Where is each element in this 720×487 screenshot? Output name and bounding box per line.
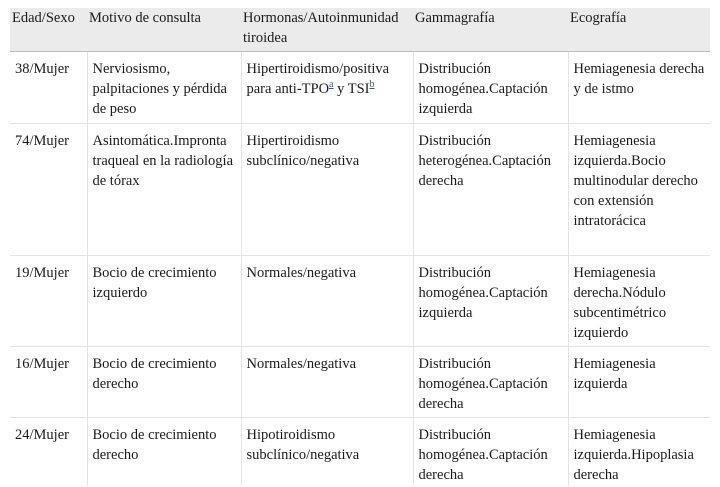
- cell-hormones: Normales/negativa: [241, 347, 413, 418]
- cell-scintigraphy: Distribución homogénea.Captación derecha: [413, 347, 568, 418]
- clinical-cases-table-container: [10, 8, 710, 485]
- cell-ultrasound: Hemiagenesia derecha y de istmo: [568, 52, 710, 124]
- cell-age-sex: 19/Mujer: [10, 256, 87, 347]
- header-ultrasound: Ecografía: [568, 8, 710, 52]
- hormones-text-continued: y TSI: [333, 81, 370, 97]
- cell-ultrasound: Hemiagenesia izquierda: [568, 347, 710, 418]
- table-row: [10, 52, 710, 124]
- clinical-cases-table: [10, 8, 710, 485]
- cell-reason: Bocio de crecimiento derecho: [87, 418, 241, 486]
- table-row: [10, 418, 710, 486]
- header-scintigraphy: Gammagrafía: [413, 8, 568, 52]
- cell-hormones: Hipotiroidismo subclínico/negativa: [241, 418, 413, 486]
- cell-hormones: Normales/negativa: [241, 256, 413, 347]
- cell-age-sex: 74/Mujer: [10, 124, 87, 256]
- cell-scintigraphy: Distribución heterogénea.Captación derecha: [413, 124, 568, 256]
- footnote-link-a[interactable]: a: [329, 79, 334, 91]
- table-header-row: [10, 8, 710, 52]
- cell-reason: Bocio de crecimiento izquierdo: [87, 256, 241, 347]
- cell-ultrasound: Hemiagenesia derecha.Nódulo subcentimétrico izquierdo: [568, 256, 710, 347]
- cell-reason: Nerviosismo, palpitaciones y pérdida de peso: [87, 52, 241, 124]
- cell-hormones: [241, 52, 413, 124]
- header-hormones: Hormonas/Autoinmunidad tiroidea: [241, 8, 413, 52]
- table-row: [10, 124, 710, 256]
- cell-ultrasound: Hemiagenesia izquierda.Hipoplasia derecha: [568, 418, 710, 486]
- hormones-text: Hipertiroidismo/positiva para anti-TPO: [246, 61, 390, 97]
- table-row: [10, 347, 710, 418]
- header-age-sex: Edad/Sexo: [10, 8, 87, 52]
- cell-age-sex: 24/Mujer: [15, 427, 69, 443]
- cell-age-sex: 16/Mujer: [10, 347, 87, 418]
- cell-scintigraphy: Distribución homogénea.Captación izquierda: [413, 52, 568, 124]
- table-row: [10, 256, 710, 347]
- cell-hormones: Hipertiroidismo subclínico/negativa: [241, 124, 413, 256]
- cell-reason: Asintomática.Impronta traqueal en la radiología de tórax: [87, 124, 241, 256]
- cell-reason: Bocio de crecimiento derecho: [87, 347, 241, 418]
- cell-age-sex: 38/Mujer: [10, 52, 87, 124]
- footnote-link-b[interactable]: b: [369, 79, 375, 91]
- cell-ultrasound: Hemiagenesia izquierda.Bocio multinodular derecho con extensión intratorácica: [568, 124, 710, 256]
- cell-scintigraphy: Distribución homogénea.Captación izquierda: [413, 256, 568, 347]
- header-reason: Motivo de consulta: [87, 8, 241, 52]
- cell-scintigraphy: Distribución homogénea.Captación derecha: [413, 418, 568, 486]
